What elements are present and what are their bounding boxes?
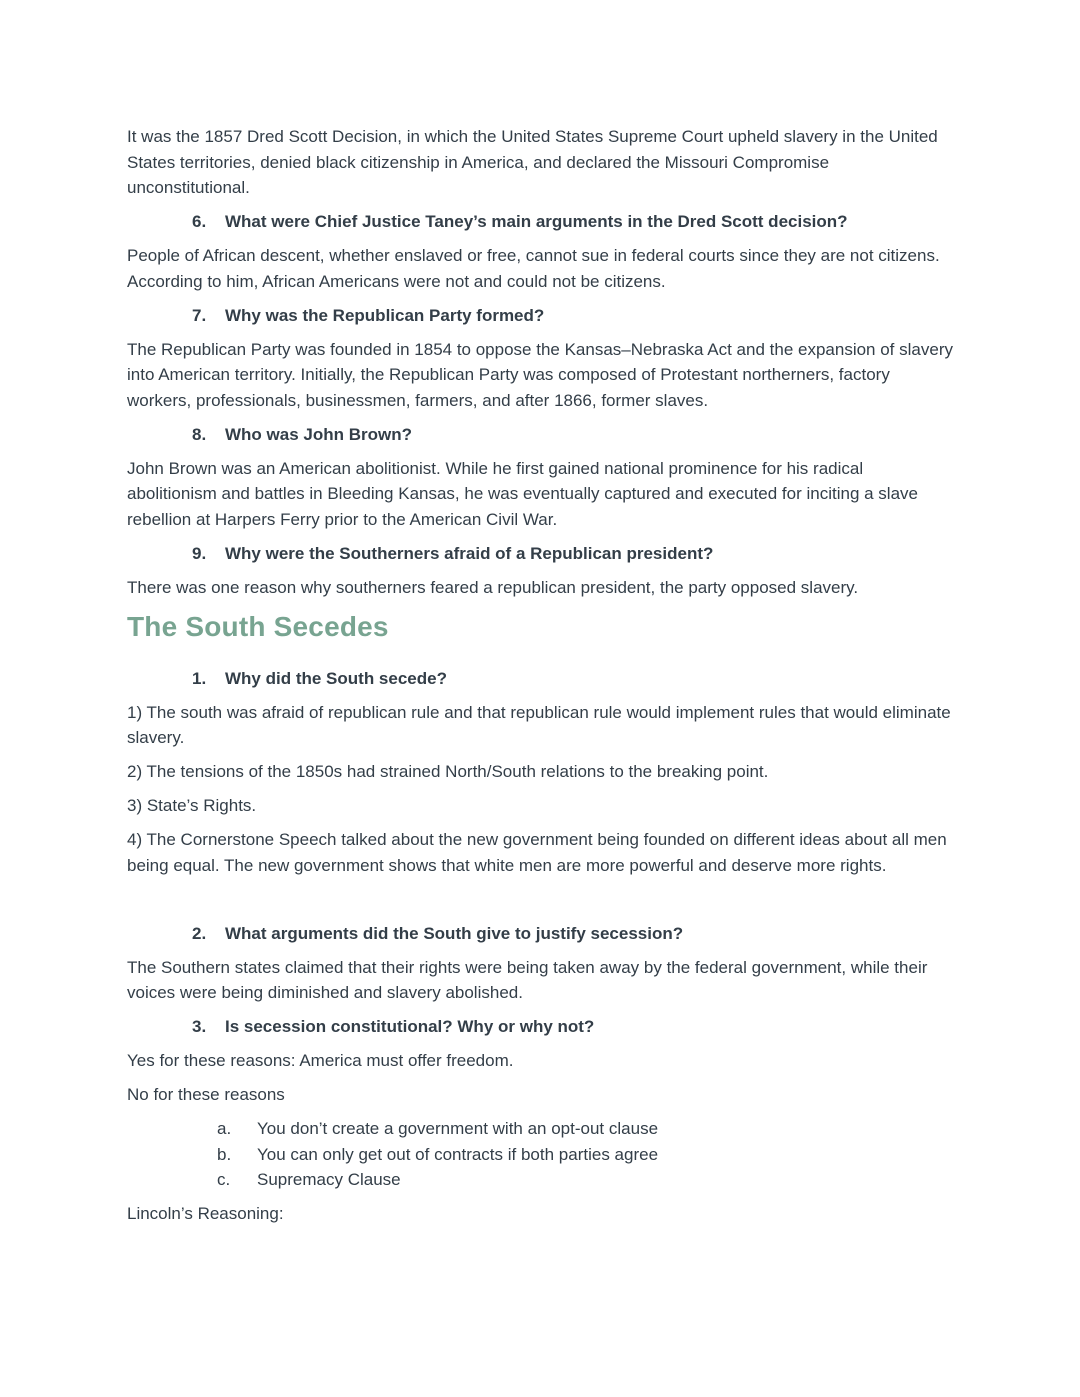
question-number: 3.: [192, 1017, 207, 1036]
list-letter: b.: [217, 1144, 232, 1164]
list-item-text: You can only get out of contracts if both parties agree: [257, 1144, 659, 1164]
paragraph-no-reasons: No for these reasons: [127, 1085, 285, 1104]
question-text: Is secession constitutional? Why or why not?: [225, 1017, 595, 1036]
letter-list: [127, 1116, 953, 1193]
list-item-text: You don’t create a government with an opt-out clause: [257, 1119, 659, 1138]
paragraph-lincolns-reasoning: Lincoln’s Reasoning:: [127, 1204, 284, 1223]
paragraph-answer-7: The Republican Party was founded in 1854 to oppose the Kansas–Nebraska Act and the expansion of slavery into American territory. Initially, the Republican Party was composed of Protestant northerners, factory workers, professionals, businessmen, farmers, and after 1866, former slaves.: [127, 339, 953, 410]
empty-paragraph: [127, 887, 953, 913]
paragraph-yes-reasons: Yes for these reasons: America must offer freedom.: [127, 1051, 514, 1070]
paragraph-dred-scott-intro: It was the 1857 Dred Scott Decision, in which the United States Supreme Court upheld slavery in the United States territories, denied black citizenship in America, and declared the Missouri Compromise unconstitutional.: [127, 127, 938, 197]
question-number: 2.: [192, 923, 207, 943]
paragraph-answer-1-point-1: 1) The south was afraid of republican rule and that republican rule would implement rules that would eliminate slavery.: [127, 702, 951, 747]
question-text: Why were the Southerners afraid of a Republican president?: [225, 543, 714, 563]
paragraph-answer-1-point-3: 3) State’s Rights.: [127, 796, 257, 815]
paragraph-answer-9: There was one reason why southerners feared a republican president, the party opposed slavery.: [127, 577, 859, 597]
question-item-6: [127, 209, 953, 235]
question-number: 1.: [192, 668, 207, 688]
question-number: 9.: [192, 543, 207, 563]
question-item-8: [127, 422, 953, 448]
paragraph-answer-6: People of African descent, whether enslaved or free, cannot sue in federal courts since they are not citizens. According to him, African Americans were not and could not be citizens.: [127, 246, 940, 291]
paragraph-answer-1-point-2: 2) The tensions of the 1850s had strained North/South relations to the breaking point.: [127, 762, 769, 781]
list-letter: c.: [217, 1170, 231, 1189]
list-item-text: Supremacy Clause: [257, 1170, 401, 1189]
question-text: Why was the Republican Party formed?: [225, 305, 545, 325]
question-item-2: [127, 921, 953, 947]
list-letter: a.: [217, 1119, 232, 1138]
paragraph-answer-2: The Southern states claimed that their rights were being taken away by the federal government, while their voices were being diminished and slavery abolished.: [127, 957, 928, 1002]
question-text: What were Chief Justice Taney’s main arguments in the Dred Scott decision?: [225, 212, 848, 231]
question-text: Who was John Brown?: [225, 424, 412, 444]
question-number: 6.: [192, 212, 207, 231]
list-item-a: [127, 1116, 953, 1142]
question-item-9: [127, 541, 953, 567]
paragraph-answer-8: John Brown was an American abolitionist. While he first gained national prominence for his radical abolitionism and battles in Bleeding Kansas, he was eventually captured and executed for inciting a slave rebellion at Harpers Ferry prior to the American Civil War.: [127, 458, 918, 529]
question-number: 8.: [192, 424, 207, 444]
list-item-b: [127, 1142, 953, 1168]
paragraph-answer-1-point-4: 4) The Cornerstone Speech talked about the new government being founded on different ideas about all men being equal. The new government shows that white men are more powerful and deserve more rights.: [127, 830, 947, 875]
question-item-7: [127, 303, 953, 329]
question-item-1: [127, 666, 953, 692]
question-item-3: [127, 1014, 953, 1040]
question-text: Why did the South secede?: [225, 668, 447, 688]
section-heading-south-secedes: The South Secedes: [127, 610, 389, 642]
question-text: What arguments did the South give to justify secession?: [225, 923, 684, 943]
list-item-c: [127, 1167, 953, 1193]
question-number: 7.: [192, 305, 207, 325]
